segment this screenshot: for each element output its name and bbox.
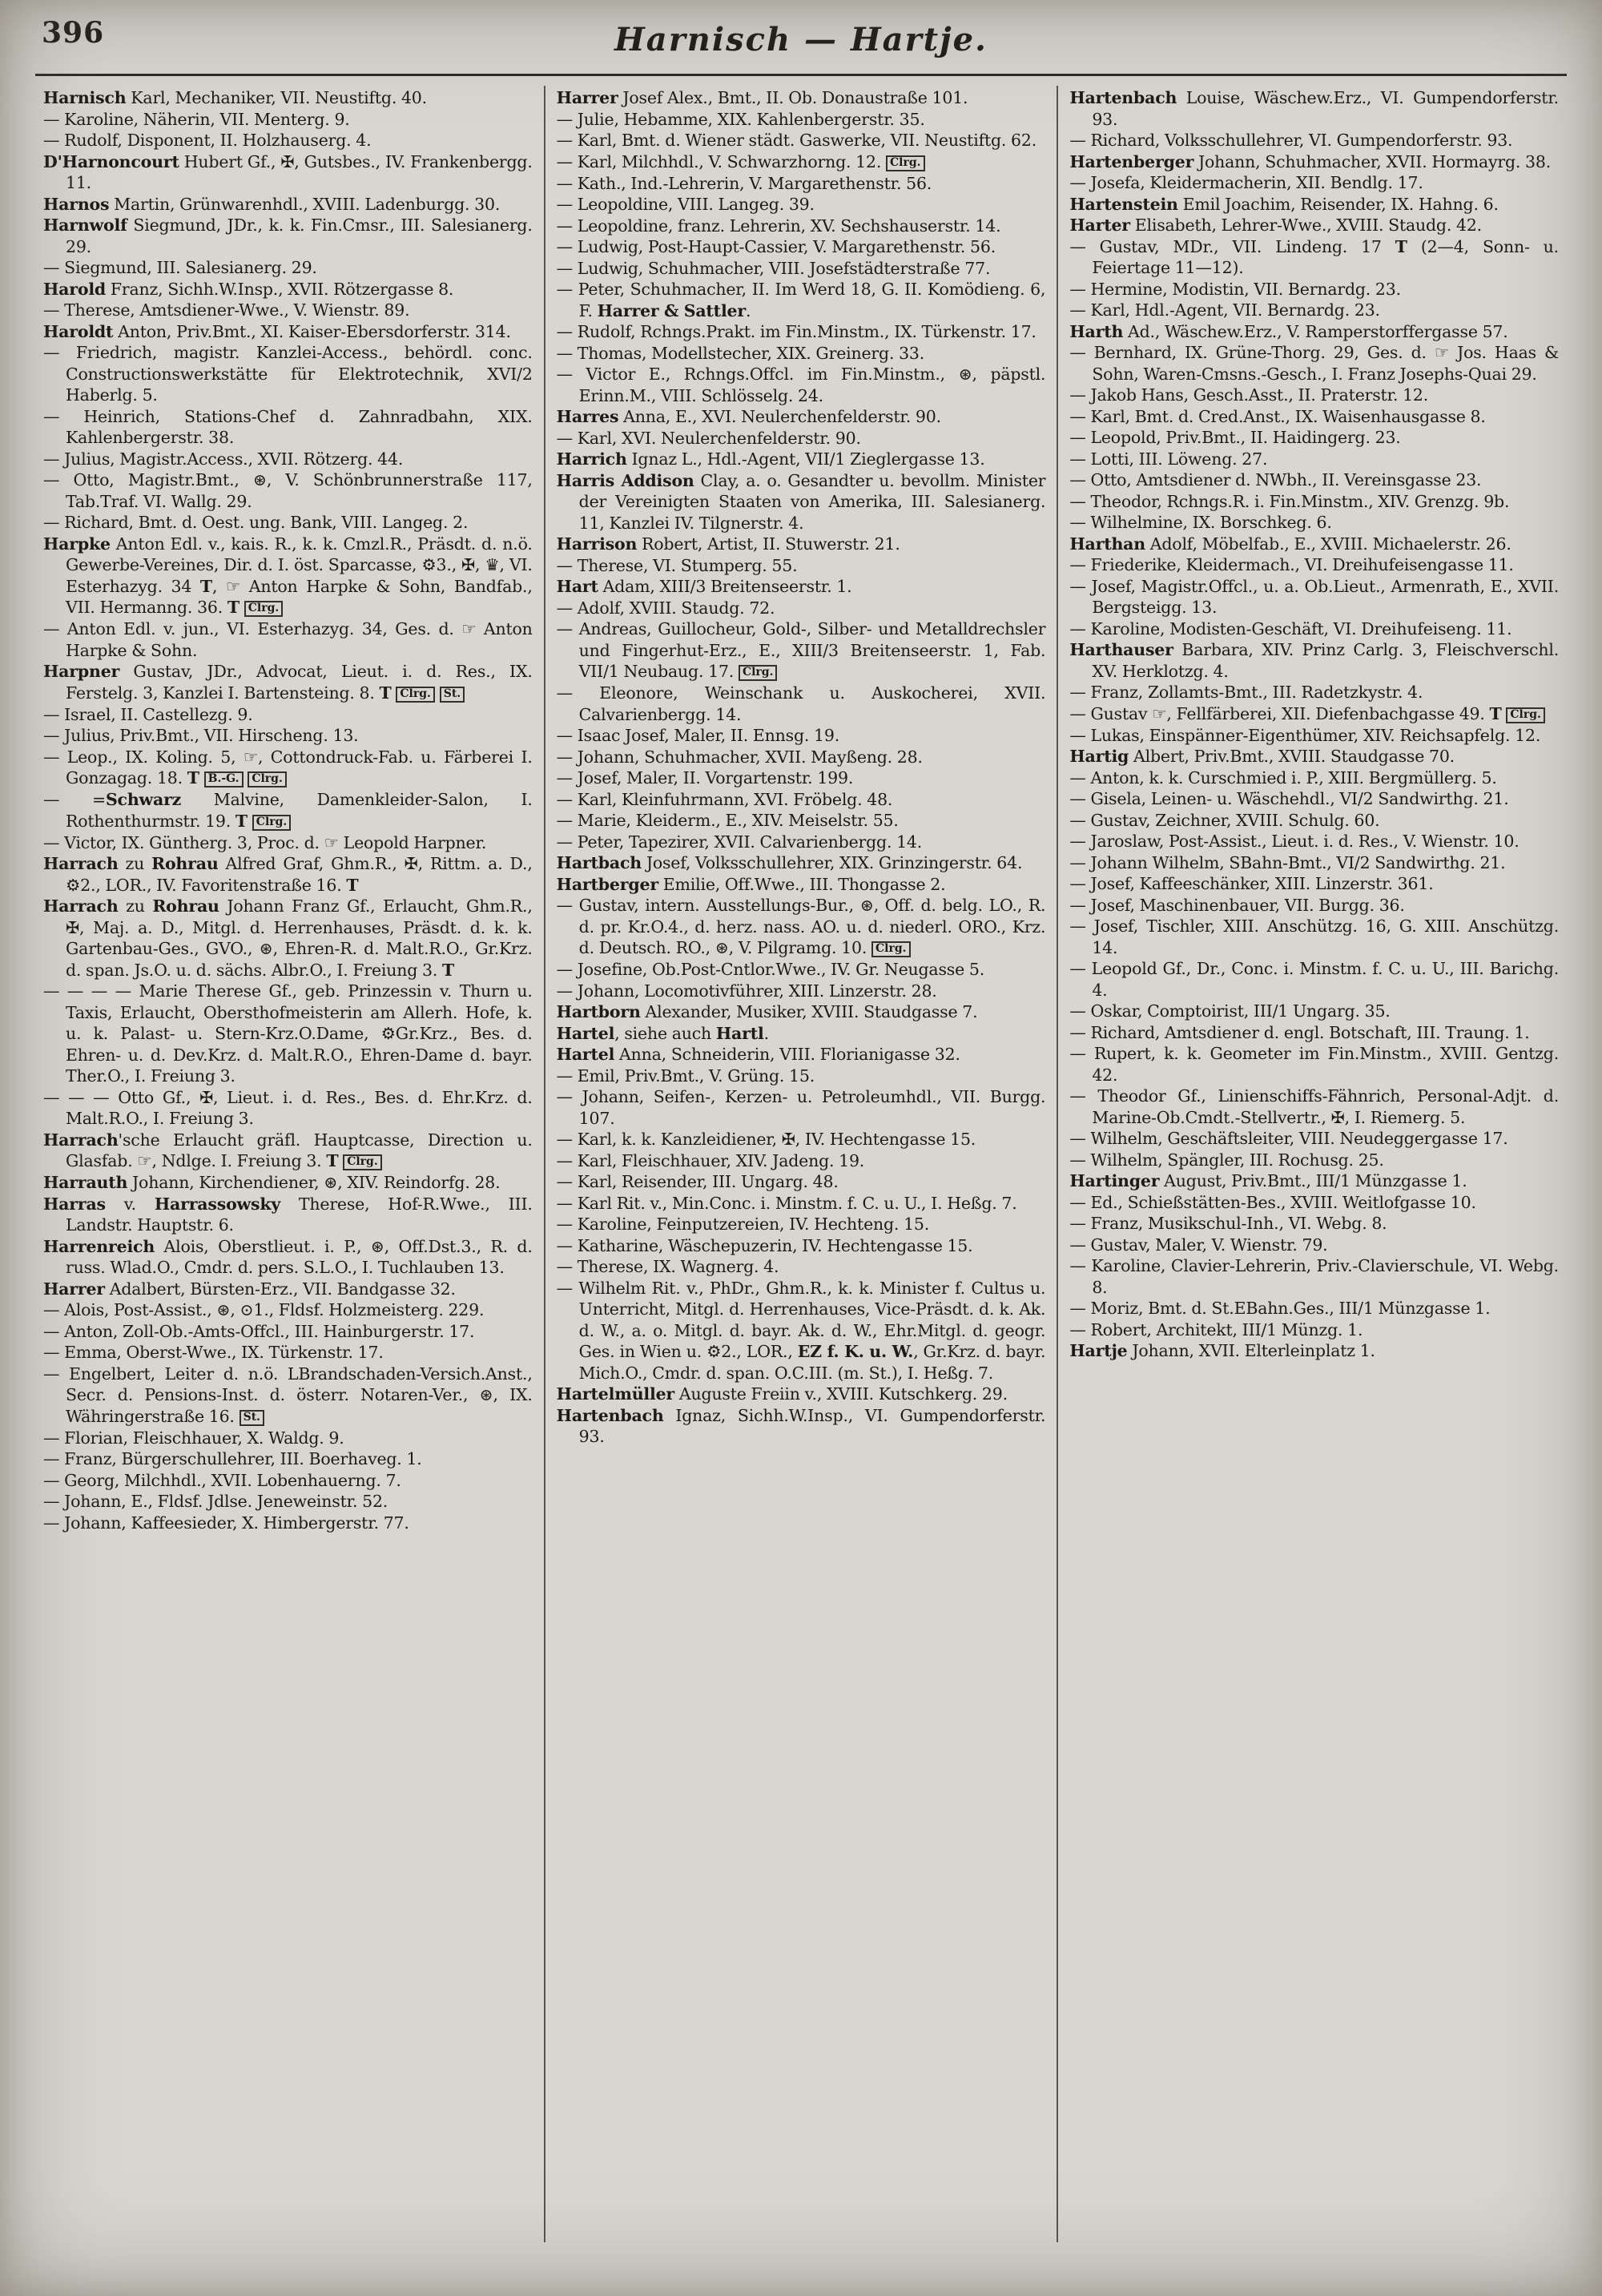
directory-entry: — Leopold, Priv.Bmt., II. Haidingerg. 23. [1069,428,1401,447]
entry-surname: Rohrau [152,896,219,916]
entry-surname: Harnos [43,194,110,214]
entry-surname: Harrer [43,1279,105,1299]
directory-entry: — Johann Wilhelm, SBahn-Bmt., VI/2 Sandwirthg. 21. [1069,852,1506,872]
directory-entry: — Florian, Fleischhauer, X. Waldg. 9. [43,1428,344,1448]
boxed-label: Clrg. [1506,707,1545,723]
directory-entry: Harrenreich Alois, Oberstlieut. i. P., ⊛, Off.Dst.3., R. d. russ. Wlad.O., Cmdr. d. pers. S.L.O., I. Tuchlauben 13. [43,1236,533,1277]
directory-entry: — Leopoldine, franz. Lehrerin, XV. Sechshauserstr. 14. [556,216,1001,236]
directory-entry: Hartelmüller Auguste Freiin v., XVIII. Kutschkerg. 29. [556,1384,1008,1404]
directory-entry: — Leopold Gf., Dr., Conc. i. Minstm. f. C. u. U., III. Barichg. 4. [1069,959,1560,1000]
directory-entry: — Josefine, Ob.Post-Cntlor.Wwe., IV. Gr. Neugasse 5. [556,960,985,979]
page-title: Harnisch — Hartje. [614,21,988,58]
entry-surname: Hartelmüller [556,1384,675,1404]
directory-entry: — Therese, VI. Stumperg. 55. [556,555,798,575]
directory-entry: Harnisch Karl, Mechaniker, VII. Neustiftg. 40. [43,88,427,107]
entry-surname: Hartberger [556,874,658,894]
directory-entry: Hartenstein Emil Joachim, Reisender, IX. Hahng. 6. [1069,194,1499,214]
entry-surname: Harris Addison [556,470,694,490]
directory-entry: — Karoline, Clavier-Lehrerin, Priv.-Clavierschule, VI. Webg. 8. [1069,1256,1560,1297]
boxed-label: St. [440,687,465,703]
directory-entry: — Theodor Gf., Linienschiffs-Fähnrich, Personal-Adjt. d. Marine-Ob.Cmdt.-Stellvertr., ✠, I. Riemerg. 5. [1069,1086,1560,1127]
directory-entry: Harter Elisabeth, Lehrer-Wwe., XVIII. Staudg. 42. [1069,216,1482,235]
entry-surname: D'Harnoncourt [43,151,179,171]
directory-entry: — Karl, Hdl.-Agent, VII. Bernardg. 23. [1069,300,1380,320]
directory-entry: — Johann, Schuhmacher, XVII. Mayßeng. 28. [556,747,923,767]
directory-entry: — Theodor, Rchngs.R. i. Fin.Minstm., XIV. Grenzg. 9b. [1069,491,1510,511]
boxed-label: St. [239,1410,264,1426]
directory-entry: — Julius, Magistr.Access., XVII. Rötzerg. 44. [43,449,404,469]
entry-surname: T [187,768,199,787]
directory-entry: — Anton Edl. v. jun., VI. Esterhazyg. 34, Ges. d. ☞ Anton Harpke & Sohn. [43,619,533,660]
entry-surname: Harrach [43,1130,119,1150]
directory-entry: — Alois, Post-Assist., ⊛, ⊙1., Fldsf. Holzmeisterg. 229. [43,1300,485,1319]
directory-entry: — Karoline, Feinputzereien, IV. Hechteng. 15. [556,1214,930,1234]
entry-surname: Hartinger [1069,1171,1160,1190]
directory-entry: — Johann, Seifen-, Kerzen- u. Petroleumhdl., VII. Burgg. 107. [556,1087,1046,1128]
directory-entry: — Karoline, Näherin, VII. Menterg. 9. [43,109,350,129]
entry-surname: Hartje [1069,1341,1128,1360]
directory-entry: Haroldt Anton, Priv.Bmt., XI. Kaiser-Ebersdorferstr. 314. [43,321,511,341]
directory-entry: — Gustav, Maler, V. Wienstr. 79. [1069,1235,1328,1255]
directory-entry: — Josef, Maler, II. Vorgartenstr. 199. [556,768,854,787]
directory-entry: — Josef, Kaffeeschänker, XIII. Linzerstr. 361. [1069,874,1434,893]
directory-entry: — Karl Rit. v., Min.Conc. i. Minstm. f. C. u. U., I. Heßg. 7. [556,1193,1017,1213]
entry-surname: T [441,960,455,980]
boxed-label: Clrg. [244,601,284,617]
directory-entry: — Friedrich, magistr. Kanzlei-Access., behördl. conc. Constructionswerkstätte für Elektrotechnik, XVI/2 Haberlg. 5. [43,343,533,405]
boxed-label: Clrg. [252,815,292,831]
directory-entry: — Katharine, Wäschepuzerin, IV. Hechtengasse 15. [556,1235,973,1255]
directory-entry: — Moriz, Bmt. d. St.EBahn.Ges., III/1 Münzgasse 1. [1069,1299,1491,1318]
directory-entry: Hartinger August, Priv.Bmt., III/1 Münzgasse 1. [1069,1171,1467,1190]
directory-entry: — Julie, Hebamme, XIX. Kahlenbergerstr. 35. [556,109,925,129]
entry-surname: Harras [43,1194,106,1214]
entry-surname: Harnwolf [43,216,127,235]
directory-entry: — Robert, Architekt, III/1 Münzg. 1. [1069,1319,1363,1339]
directory-entry: Harras v. Harrassowsky Therese, Hof-R.Wwe., III. Landstr. Hauptstr. 6. [43,1194,533,1235]
directory-entry: Harthauser Barbara, XIV. Prinz Carlg. 3, Fleischverschl. XV. Herklotzg. 4. [1069,640,1560,681]
entry-surname: Harrach [43,896,119,916]
directory-entry: — Karl, k. k. Kanzleidiener, ✠, IV. Hechtengasse 15. [556,1130,976,1149]
directory-entry: — Lotti, III. Löweng. 27. [1069,449,1268,469]
entry-surname: T [326,1151,339,1170]
entry-surname: Harth [1069,321,1124,341]
directory-entry: — Emil, Priv.Bmt., V. Grüng. 15. [556,1065,815,1086]
directory-entry: — Andreas, Guillocheur, Gold-, Silber- und Metalldrechsler und Fingerhut-Erz., E., XIII/3 Breitenseerstr. 1, Fab. VII/1 Neubaug. 17. Clrg. [556,619,1046,681]
entry-surname: Harrenreich [43,1236,155,1256]
entry-surname: Hartenberger [1069,151,1194,171]
entry-surname: Harter [1069,216,1130,235]
directory-entry: Hartenberger Johann, Schuhmacher, XVII. Hormayrg. 38. [1069,151,1552,171]
directory-entry: — Siegmund, III. Salesianerg. 29. [43,258,317,277]
entry-surname: Harrauth [43,1173,128,1192]
directory-entry: D'Harnoncourt Hubert Gf., ✠, Gutsbes., IV. Frankenbergg. 11. [43,151,533,192]
directory-entry: — Josefa, Kleidermacherin, XII. Bendlg. 17. [1069,173,1423,192]
directory-entry: — Anton, Zoll-Ob.-Amts-Offcl., III. Hainburgerstr. 17. [43,1321,475,1341]
directory-entry: Harrer Adalbert, Bürsten-Erz., VII. Bandgasse 32. [43,1279,456,1299]
directory-entry: — Kath., Ind.-Lehrerin, V. Margarethenstr. 56. [556,173,932,193]
directory-entry: — Adolf, XVIII. Staudg. 72. [556,598,775,618]
directory-entry: — Gustav, Zeichner, XVIII. Schulg. 60. [1069,810,1380,830]
entry-surname: Harthan [1069,534,1145,554]
directory-entry: Harrach zu Rohrau Alfred Graf, Ghm.R., ✠, Rittm. a. D., ⚙2., LOR., IV. Favoritenstraße 16. T [43,854,533,895]
directory-entry: — Leopoldine, VIII. Langeg. 39. [556,195,815,214]
directory-entry: Hartje Johann, XVII. Elterleinplatz 1. [1069,1341,1375,1360]
directory-entry: — Ed., Schießstätten-Bes., XVIII. Weitlofgasse 10. [1069,1192,1476,1212]
directory-entry: Hartenbach Ignaz, Sichh.W.Insp., VI. Gumpendorferstr. 93. [556,1405,1046,1446]
boxed-label: Clrg. [739,665,778,681]
directory-entry: Harrison Robert, Artist, II. Stuwerstr. 21. [556,534,900,554]
entry-surname: Haroldt [43,321,114,341]
directory-entry: — Wilhelm, Geschäftsleiter, VIII. Neudeggergasse 17. [1069,1129,1508,1148]
directory-entry: — — — — Marie Therese Gf., geb. Prinzessin v. Thurn u. Taxis, Erlaucht, Obersthofmeisterin am Allerh. Hofe, k. u. k. Palast- u. Stern-Krz.O.Dame, ⚙Gr.Krz., Bes. d. Ehren- u. d. Dev.Krz. d. Malt.R.O., Ehren-Dame d. bayr. Ther.O., I. Freiung 3. [43,981,533,1086]
boxed-label: Clrg. [343,1154,382,1170]
entry-surname: T [235,811,248,831]
directory-entry: — Wilhelmine, IX. Borschkeg. 6. [1069,513,1332,532]
entry-surname: Hartenstein [1069,194,1178,214]
directory-entry: — Wilhelm Rit. v., PhDr., Ghm.R., k. k. Minister f. Cultus u. Unterricht, Mitgl. d. Herrenhauses, Vice-Präsdt. d. k. Ak. d. W., a. o. Mitgl. d. bayr. Ak. d. W., Ehr.Mitgl. d. geogr. Ges. in Wien u. ⚙2., LOR., EZ f. K. u. W., Gr.Krz. d. bayr. Mich.O., Cmdr. d. span. O.C.III. (m. St.), I. Heßg. 7. [556,1278,1046,1383]
directory-entry: — Ludwig, Post-Haupt-Cassier, V. Margarethenstr. 56. [556,237,996,256]
directory-entry: — Karoline, Modisten-Geschäft, VI. Dreihufeiseng. 11. [1069,618,1512,638]
entry-surname: Hartborn [556,1002,641,1021]
directory-entry: Harris Addison Clay, a. o. Gesandter u. bevollm. Minister der Vereinigten Staaten von Amerika, III. Salesianerg. 11, Kanzlei IV. Tilgnerstr. 4. [556,470,1046,533]
entry-surname: Harrer [556,88,618,107]
entry-surname: T [1395,236,1407,256]
directory-entry: Hartel Anna, Schneiderin, VIII. Florianigasse 32. [556,1045,960,1064]
entry-surname: Harrich [556,449,627,469]
directory-entry: — Johann, E., Fldsf. Jdlse. Jeneweinstr. 52. [43,1492,388,1511]
column-3 [1057,86,1570,2242]
entry-surname: Hartbach [556,853,642,872]
directory-entry: — Gustav, MDr., VII. Lindeng. 17 T (2—4, Sonn- u. Feiertage 11—12). [1069,236,1559,277]
entry-surname: Harpke [43,534,111,554]
entry-surname: EZ f. K. u. W. [797,1342,914,1361]
directory-entry: Harrauth Johann, Kirchendiener, ⊛, XIV. Reindorfg. 28. [43,1173,501,1192]
directory-entry: — Therese, Amtsdiener-Wwe., V. Wienstr. 89. [43,300,410,320]
entry-surname: Harrach [43,854,119,873]
directory-entry: — Eleonore, Weinschank u. Auskocherei, XVII. Calvarienbergg. 14. [556,683,1046,724]
directory-entry: Harpner Gustav, JDr., Advocat, Lieut. i. d. Res., IX. Ferstelg. 3, Kanzlei I. Bartensteing. 8. T Clrg. St. [43,662,533,703]
directory-entry: Harres Anna, E., XVI. Neulerchenfelderstr. 90. [556,407,941,426]
directory-entry: Hartig Albert, Priv.Bmt., XVIII. Staudgasse 70. [1069,747,1455,766]
directory-entry: — Johann, Kaffeesieder, X. Himbergerstr. 77. [43,1513,409,1533]
directory-entry: — Peter, Schuhmacher, II. Im Werd 18, G. II. Komödieng. 6, F. Harrer & Sattler. [556,280,1046,320]
page-number: 396 [42,16,105,50]
entry-surname: Hartel [556,1045,615,1064]
directory-entry: — Rupert, k. k. Geometer im Fin.Minstm., XVIII. Gentzg. 42. [1069,1044,1560,1085]
entry-surname: T [346,875,359,895]
directory-entry: Hart Adam, XIII/3 Breitenseerstr. 1. [556,577,852,596]
directory-entry: — Karl, Bmt. d. Wiener städt. Gaswerke, VII. Neustiftg. 62. [556,131,1037,150]
directory-entry: — Wilhelm, Spängler, III. Rochusg. 25. [1069,1150,1384,1170]
directory-entry: Harrach'sche Erlaucht gräfl. Hauptcasse, Direction u. Glasfab. ☞, Ndlge. I. Freiung 3. T Clrg. [43,1130,533,1170]
directory-entry: — Engelbert, Leiter d. n.ö. LBrandschaden-Versich.Anst., Secr. d. Pensions-Inst. d. österr. Notaren-Ver., ⊛, IX. Währingerstraße 16. St. [43,1364,533,1426]
directory-entry: Hartenbach Louise, Wäschew.Erz., VI. Gumpendorferstr. 93. [1069,88,1560,129]
entry-surname: Harres [556,407,619,426]
directory-entry: — =Schwarz Malvine, Damenkleider-Salon, I. Rothenthurmstr. 19. T Clrg. [43,790,533,831]
directory-entry: — Isaac Josef, Maler, II. Ennsg. 19. [556,726,840,745]
directory-entry: — Richard, Amtsdiener d. engl. Botschaft, III. Traung. 1. [1069,1022,1530,1042]
directory-entry: — Bernhard, IX. Grüne-Thorg. 29, Ges. d. ☞ Jos. Haas & Sohn, Waren-Cmsns.-Gesch., I. Franz Josephs-Quai 29. [1069,343,1560,384]
directory-entry: — Thomas, Modellstecher, XIX. Greinerg. 33. [556,343,925,363]
directory-entry: — Franz, Bürgerschullehrer, III. Boerhaveg. 1. [43,1449,422,1468]
directory-entry: — Therese, IX. Wagnerg. 4. [556,1257,779,1276]
directory-entry: — Marie, Kleiderm., E., XIV. Meiselstr. 55. [556,811,899,830]
boxed-label: Clrg. [871,941,911,957]
page-header [0,0,1602,70]
directory-entry: — Karl, Kleinfuhrmann, XVI. Fröbelg. 48. [556,789,893,809]
directory-entry: — Leop., IX. Koling. 5, ☞, Cottondruck-Fab. u. Färberei I. Gonzagag. 18. T B.-G. Clrg. [43,747,533,787]
directory-entry: — Karl, Bmt. d. Cred.Anst., IX. Waisenhausgasse 8. [1069,406,1486,426]
directory-entry: Harrach zu Rohrau Johann Franz Gf., Erlaucht, Ghm.R., ✠, Maj. a. D., Mitgl. d. Herrenhauses, Präsdt. d. k. k. Gartenbau-Ges., GVO., ⊛, Ehren-R. d. Malt.R.O., Gr.Krz. d. span. Js.O. u. d. sächs. Albr.O., I. Freiung 3. T [43,896,533,980]
entry-surname: T [199,576,212,596]
entry-surname: Harold [43,279,107,299]
directory-entry: Hartbach Josef, Volksschullehrer, XIX. Grinzingerstr. 64. [556,853,1023,872]
directory-entry: Harthan Adolf, Möbelfab., E., XVIII. Michaelerstr. 26. [1069,534,1511,554]
directory-entry: Hartel, siehe auch Hartl. [556,1023,769,1043]
directory-entry: — Richard, Volksschullehrer, VI. Gumpendorferstr. 93. [1069,131,1513,150]
directory-entry: — Otto, Magistr.Bmt., ⊛, V. Schönbrunnerstraße 117, Tab.Traf. VI. Wallg. 29. [43,470,533,511]
directory-entry: — Jakob Hans, Gesch.Asst., II. Praterstr. 12. [1069,385,1429,405]
directory-entry: — Josef, Maschinenbauer, VII. Burgg. 36. [1069,895,1405,915]
entry-surname: Hartl [715,1023,764,1043]
directory-entry: — Friederike, Kleidermach., VI. Dreihufeisengasse 11. [1069,555,1514,574]
directory-entry: — Hermine, Modistin, VII. Bernardg. 23. [1069,279,1401,299]
directory-entry: Harnwolf Siegmund, JDr., k. k. Fin.Cmsr., III. Salesianerg. 29. [43,216,533,256]
directory-entry: — Anton, k. k. Curschmied i. P., XIII. Bergmüllerg. 5. [1069,767,1497,787]
directory-entry: — Victor, IX. Güntherg. 3, Proc. d. ☞ Leopold Harpner. [43,832,487,852]
directory-entry: — Oskar, Comptoirist, III/1 Ungarg. 35. [1069,1001,1391,1021]
entry-surname: Harrer & Sattler [597,300,746,320]
entry-surname: T [379,683,392,703]
entry-surname: T [227,598,239,617]
directory-entry: Harpke Anton Edl. v., kais. R., k. k. Cmzl.R., Präsdt. d. n.ö. Gewerbe-Vereines, Dir. d. I. öst. Sparcasse, ⚙3., ✠, ♛, VI. Esterhazyg. 34 T, ☞ Anton Harpke & Sohn, Bandfab., VII. Hermanng. 36. T Clrg. [43,534,533,617]
directory-entry: — Karl, Milchhdl., V. Schwarzhorng. 12. Clrg. [557,151,1046,173]
directory-entry: — Karl, Reisender, III. Ungarg. 48. [556,1172,839,1191]
boxed-label: Clrg. [396,687,435,703]
directory-entry: — Richard, Bmt. d. Oest. ung. Bank, VIII. Langeg. 2. [43,513,469,532]
directory-entry: — Heinrich, Stations-Chef d. Zahnradbahn, XIX. Kahlenbergerstr. 38. [43,406,533,447]
directory-entry: Hartberger Emilie, Off.Wwe., III. Thongasse 2. [556,874,946,894]
entry-surname: Hartenbach [1069,88,1177,107]
entry-surname: Schwarz [105,790,182,809]
directory-entry: — Gustav ☞, Fellfärberei, XII. Diefenbachgasse 49. T Clrg. [1069,703,1559,725]
directory-entry: Harold Franz, Sichh.W.Insp., XVII. Rötzergasse 8. [43,279,454,299]
column-2 [544,86,1057,2242]
directory-entry: — Josef, Magistr.Offcl., u. a. Ob.Lieut., Armenrath, E., XVII. Bergsteigg. 13. [1069,576,1560,617]
directory-entry: — Israel, II. Castellezg. 9. [43,704,253,724]
directory-entry: — Ludwig, Schuhmacher, VIII. Josefstädterstraße 77. [556,258,991,278]
boxed-label: B.-G. [204,771,244,787]
directory-entry: — Johann, Locomotivführer, XIII. Linzerstr. 28. [556,981,937,1001]
entry-surname: Harnisch [43,88,127,107]
directory-entry: — Karl, Fleischhauer, XIV. Jadeng. 19. [556,1150,865,1170]
directory-entry: — Peter, Tapezirer, XVII. Calvarienbergg. 14. [556,832,923,852]
entry-surname: Harrison [556,534,638,554]
directory-columns [0,76,1602,2242]
directory-entry: — Emma, Oberst-Wwe., IX. Türkenstr. 17. [43,1343,384,1362]
directory-entry: — Gisela, Leinen- u. Wäschehdl., VI/2 Sandwirthg. 21. [1069,789,1509,808]
entry-surname: Hartig [1069,747,1129,766]
directory-entry: — Gustav, intern. Ausstellungs-Bur., ⊛, Off. d. belg. LO., R. d. pr. Kr.O.4., d. herz. nass. AO. u. d. niederl. ORO., Krz. d. Deutsch. RO., ⊛, V. Pilgramg. 10. Clrg. [556,896,1046,957]
directory-entry: — Karl, XVI. Neulerchenfelderstr. 90. [556,428,861,448]
directory-entry: — — — Otto Gf., ✠, Lieut. i. d. Res., Bes. d. Ehr.Krz. d. Malt.R.O., I. Freiung 3. [43,1087,533,1128]
directory-entry: Harrer Josef Alex., Bmt., II. Ob. Donaustraße 101. [556,88,968,107]
directory-entry: — Otto, Amtsdiener d. NWbh., II. Vereinsgasse 23. [1069,470,1482,489]
entry-surname: Harthauser [1069,640,1173,659]
directory-entry: Hartborn Alexander, Musiker, XVIII. Staudgasse 7. [556,1002,978,1021]
directory-entry: — Julius, Priv.Bmt., VII. Hirscheng. 13. [43,726,359,745]
directory-entry: Harth Ad., Wäschew.Erz., V. Ramperstorffergasse 57. [1069,321,1508,341]
directory-entry: — Franz, Musikschul-Inh., VI. Webg. 8. [1069,1214,1387,1233]
directory-entry: — Victor E., Rchngs.Offcl. im Fin.Minstm., ⊛, päpstl. Erinn.M., VIII. Schlösselg. 24. [556,365,1046,405]
boxed-label: Clrg. [886,155,925,171]
entry-surname: Harrassowsky [154,1194,281,1214]
directory-entry: — Rudolf, Rchngs.Prakt. im Fin.Minstm., IX. Türkenstr. 17. [556,322,1036,341]
directory-entry: — Franz, Zollamts-Bmt., III. Radetzkystr. 4. [1069,683,1423,702]
directory-entry: Harnos Martin, Grünwarenhdl., XVIII. Ladenburgg. 30. [43,194,501,214]
entry-surname: Rohrau [151,854,219,873]
entry-surname: T [1489,703,1502,723]
directory-entry: — Georg, Milchhdl., XVII. Lobenhauerng. 7. [43,1470,401,1490]
directory-entry: — Lukas, Einspänner-Eigenthümer, XIV. Reichsapfelg. 12. [1069,725,1541,745]
directory-entry: — Josef, Tischler, XIII. Anschützg. 16, G. XIII. Anschützg. 14. [1069,916,1560,957]
entry-surname: Hartenbach [556,1405,664,1425]
entry-surname: Hart [556,577,598,596]
entry-surname: Hartel [556,1023,615,1043]
directory-entry: Harrich Ignaz L., Hdl.-Agent, VII/1 Zieglergasse 13. [556,449,985,469]
column-1 [32,86,544,2242]
boxed-label: Clrg. [248,771,287,787]
directory-entry: — Jaroslaw, Post-Assist., Lieut. i. d. Res., V. Wienstr. 10. [1069,832,1519,851]
entry-surname: Harpner [43,662,120,681]
directory-entry: — Rudolf, Disponent, II. Holzhauserg. 4. [43,131,372,150]
